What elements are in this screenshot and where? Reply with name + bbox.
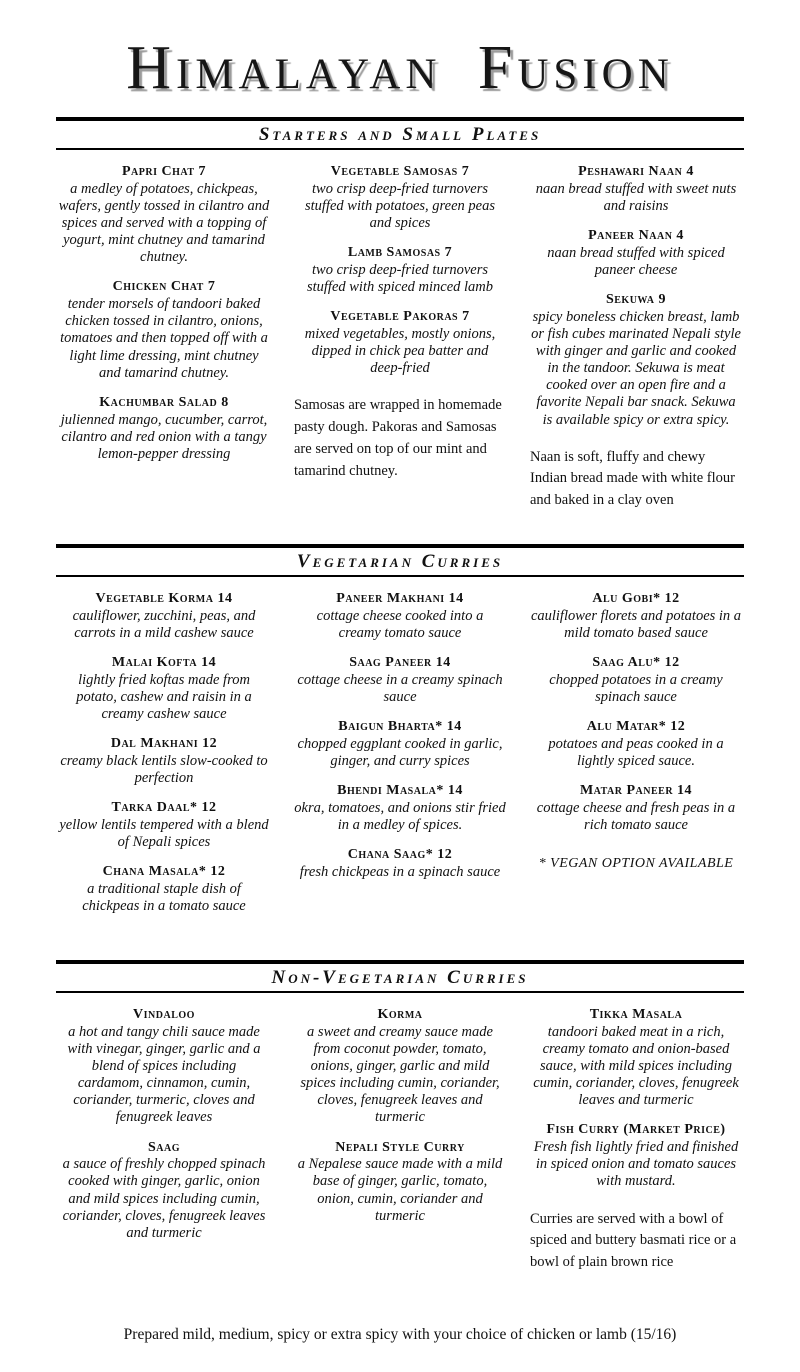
- menu-item-desc: cottage cheese cooked into a creamy tomato sauce: [316, 607, 484, 641]
- menu-item-desc: naan bread stuffed with sweet nuts and raisins: [535, 180, 737, 214]
- menu-column: [294, 1007, 506, 1274]
- section-heading-starters: Starters and Small Plates: [56, 117, 744, 150]
- menu-item-desc: mixed vegetables, mostly onions, dipped in chick pea batter and deep-fried: [304, 326, 496, 377]
- menu-item-desc: Fresh fish lightly fried and finished in spiced onion and tomato sauces with mustard.: [533, 1139, 739, 1190]
- menu-item-desc: cauliflower florets and potatoes in a mild tomato based sauce: [530, 607, 742, 641]
- menu-item: [294, 655, 506, 706]
- menu-item: [294, 719, 506, 770]
- menu-item-name: Saag: [147, 1139, 180, 1155]
- menu-item: [294, 164, 506, 232]
- menu-item: [530, 292, 742, 429]
- section-heading-non-vegetarian-curries: Non-Vegetarian Curries: [56, 960, 744, 993]
- menu-item: [58, 800, 270, 851]
- restaurant-title: Himalayan Fusion: [126, 34, 674, 102]
- menu-item-desc: cottage cheese and fresh peas in a rich tomato sauce: [536, 799, 736, 833]
- menu-item-name: Paneer Naan 4: [588, 228, 684, 244]
- menu-item-desc: julienned mango, cucumber, carrot, cilantro and red onion with a tangy lemon-pepper dressing: [60, 411, 268, 462]
- menu-item-name: Chicken Chat 7: [112, 279, 216, 295]
- menu-note: Naan is soft, fluffy and chewy Indian bread made with white flour and baked in a clay oven: [530, 448, 735, 509]
- menu-item-desc: cauliflower, zucchini, peas, and carrots in a mild cashew sauce: [72, 607, 256, 641]
- menu-item-desc: tender morsels of tandoori baked chicken tossed in cilantro, onions, tomatoes and then topped off with a light lime dressing, mint chutney and tamarind chutney.: [60, 296, 268, 381]
- menu-item: [294, 309, 506, 377]
- menu-item-desc: a medley of potatoes, chickpeas, wafers, gently tossed in cilantro and spices and served with a topping of yogurt, mint chutney and tamarind chutney.: [58, 180, 270, 266]
- menu-item: [530, 1007, 742, 1109]
- menu-item-name: Vegetable Korma 14: [95, 590, 233, 606]
- menu-item-desc: fresh chickpeas in a spinach sauce: [299, 863, 501, 880]
- starters-columns: [56, 150, 744, 538]
- vegan-option-note: * VEGAN OPTION AVAILABLE: [538, 856, 734, 871]
- menu-item-name: Chana Saag* 12: [347, 847, 453, 862]
- menu-item: [530, 228, 742, 279]
- menu-item-desc: chopped potatoes in a creamy spinach sauce: [549, 671, 723, 705]
- menu-item-name: Malai Kofta 14: [111, 654, 217, 670]
- menu-item-name: Chana Masala* 12: [102, 864, 226, 880]
- menu-item-name: Bhendi Masala* 14: [337, 782, 463, 798]
- menu-item: [58, 736, 270, 787]
- menu-item: [294, 245, 506, 296]
- menu-item-name: Saag Alu* 12: [592, 654, 680, 670]
- menu-item-desc: cottage cheese in a creamy spinach sauce: [297, 671, 503, 705]
- menu-item-name: Fish Curry (Market Price): [546, 1122, 726, 1138]
- menu-item: [530, 591, 742, 642]
- menu-note: Curries are served with a bowl of spiced and buttery basmati rice or a bowl of plain brown rice: [530, 1210, 737, 1271]
- menu-item: [58, 864, 270, 915]
- menu-item-desc: a traditional staple dish of chickpeas in a tomato sauce: [82, 880, 246, 915]
- menu-column: [530, 591, 742, 928]
- menu-item-name: Tarka Daal* 12: [111, 800, 217, 816]
- menu-item: [530, 1122, 742, 1190]
- menu-item-name: Peshawari Naan 4: [578, 164, 694, 180]
- menu-item-desc: a sauce of freshly chopped spinach cooked with ginger, garlic, onion and mild spices including cumin, coriander, cloves, fenugreek leaves and turmeric: [62, 1156, 266, 1241]
- menu-column: [294, 164, 506, 512]
- menu-column: [58, 591, 270, 928]
- menu-column: [58, 1007, 270, 1274]
- menu-item-name: Paneer Makhani 14: [336, 590, 464, 606]
- section-vegetarian-curries: [56, 544, 744, 954]
- menu-item-name: Korma: [377, 1007, 423, 1023]
- section-non-vegetarian-curries: [56, 960, 744, 1300]
- menu-item: [294, 783, 506, 834]
- menu-item-name: Nepali Style Curry: [335, 1139, 465, 1155]
- menu-item-name: Vegetable Samosas 7: [330, 164, 470, 180]
- menu-item-desc: tandoori baked meat in a rich, creamy tomato and onion-based sauce, with mild spices including cumin, coriander, cloves, fenugreek leaves and turmeric: [533, 1023, 739, 1109]
- menu-item-name: Lamb Samosas 7: [347, 245, 453, 261]
- menu-item-name: Dal Makhani 12: [110, 736, 218, 752]
- menu-column: [530, 1007, 742, 1274]
- menu-header: [56, 36, 744, 101]
- menu-item: [58, 655, 270, 723]
- menu-item-name: Papri Chat 7: [121, 164, 207, 180]
- non-vegetarian-columns: [56, 993, 744, 1300]
- menu-column: [294, 591, 506, 928]
- menu-item: [58, 164, 270, 266]
- menu-item: [58, 395, 270, 463]
- menu-item-desc: a Nepalese sauce made with a mild base of ginger, garlic, tomato, onion, cumin, coriander and turmeric: [297, 1156, 503, 1224]
- menu-item: [58, 591, 270, 642]
- footer-note: Prepared mild, medium, spicy or extra spicy with your choice of chicken or lamb (15/16): [123, 1325, 677, 1343]
- menu-item-desc: yellow lentils tempered with a blend of Nepali spices: [59, 816, 269, 850]
- menu-item: [530, 783, 742, 834]
- section-starters: [56, 117, 744, 538]
- menu-item-desc: creamy black lentils slow-cooked to perfection: [60, 752, 268, 786]
- section-heading-vegetarian-curries: Vegetarian Curries: [56, 544, 744, 577]
- menu-item-desc: spicy boneless chicken breast, lamb or fish cubes marinated Nepali style with ginger and garlic and cooked in the tandoor. Sekuwa is meat cooked over an open fire and a favorite Nepali bar snack. Sekuwa is available spicy or extra spicy.: [531, 308, 741, 428]
- menu-item-desc: a hot and tangy chili sauce made with vinegar, ginger, garlic and a blend of spices including cardamom, cinnamon, cumin, coriander, turmeric, cloves and fenugreek leaves: [67, 1023, 261, 1126]
- menu-item: [294, 1007, 506, 1126]
- menu-item-name: Saag Paneer 14: [349, 654, 451, 670]
- menu-item: [294, 847, 506, 881]
- menu-item: [58, 1007, 270, 1126]
- menu-item-name: Alu Gobi* 12: [592, 590, 680, 606]
- menu-item-desc: a sweet and creamy sauce made from coconut powder, tomato, onions, ginger, garlic and mild spices including cumin, coriander, cloves, fenugreek leaves and turmeric: [300, 1023, 500, 1126]
- menu-footer: [56, 1326, 744, 1344]
- menu-item-name: Vindaloo: [133, 1007, 195, 1023]
- menu-item-name: Tikka Masala: [589, 1007, 683, 1023]
- menu-item-name: Matar Paneer 14: [579, 782, 693, 798]
- vegetarian-columns: [56, 577, 744, 954]
- menu-item-name: Sekuwa 9: [605, 292, 667, 308]
- menu-item-name: Kachumbar Salad 8: [99, 394, 229, 410]
- menu-item-desc: okra, tomatoes, and onions stir fried in a medley of spices.: [294, 799, 506, 833]
- menu-column: [530, 164, 742, 512]
- menu-item: [294, 591, 506, 642]
- menu-item: [294, 1140, 506, 1225]
- menu-column: [58, 164, 270, 512]
- menu-item: [58, 279, 270, 381]
- menu-item: [530, 164, 742, 215]
- menu-item: [530, 719, 742, 770]
- menu-item-desc: lightly fried koftas made from potato, cashew and raisin in a creamy cashew sauce: [76, 671, 252, 722]
- menu-item-desc: naan bread stuffed with spiced paneer cheese: [547, 244, 725, 279]
- menu-item-name: Alu Matar* 12: [586, 718, 686, 734]
- menu-note: Samosas are wrapped in homemade pasty dough. Pakoras and Samosas are served on top of our mint and tamarind chutney.: [294, 397, 502, 479]
- menu-item-desc: potatoes and peas cooked in a lightly spiced sauce.: [548, 735, 724, 769]
- menu-item: [58, 1140, 270, 1242]
- menu-item-desc: chopped eggplant cooked in garlic, ginger, and curry spices: [297, 735, 503, 769]
- menu-item: [530, 655, 742, 706]
- menu-item-name: Vegetable Pakoras 7: [330, 309, 470, 325]
- menu-item-desc: two crisp deep-fried turnovers stuffed with potatoes, green peas and spices: [305, 180, 495, 232]
- menu-item-name: Baigun Bharta* 14: [338, 718, 462, 734]
- menu-item-desc: two crisp deep-fried turnovers stuffed with spiced minced lamb: [306, 262, 494, 296]
